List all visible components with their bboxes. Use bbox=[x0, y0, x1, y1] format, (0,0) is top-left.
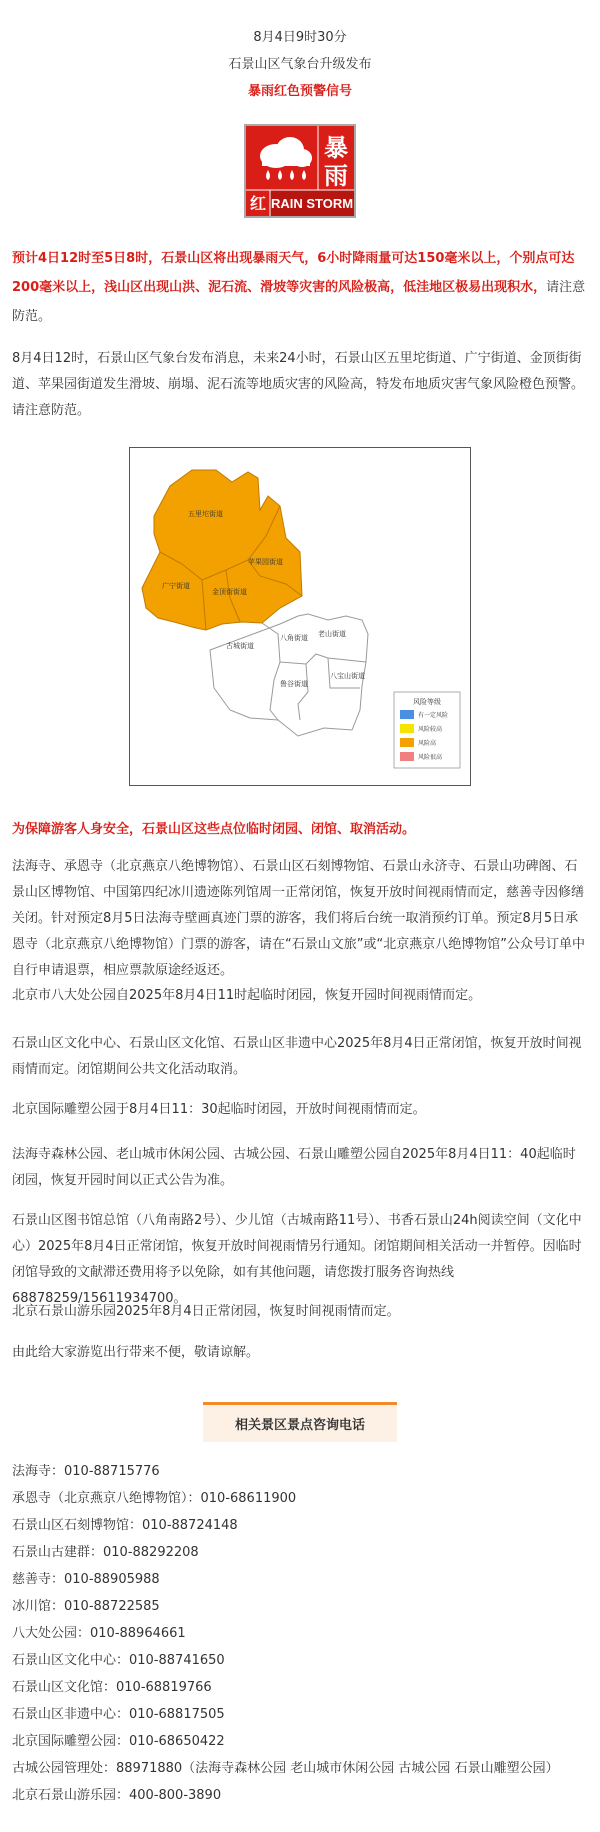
contacts-banner bbox=[203, 1402, 397, 1442]
alert-red-text: 预计4日12时至5日8时，石景山区将出现暴雨天气，6小时降雨量可达150毫米以上，个别点可达200毫米以上，浅山区出现山洪、泥石流、滑坡等灾害的风险极高，低洼地区极易出现积水， bbox=[12, 251, 575, 295]
risk-map bbox=[129, 447, 471, 786]
signal-title: 暴雨红色预警信号 bbox=[247, 84, 352, 99]
geo-notice: 8月4日12时，石景山区气象台发布消息，未来24小时，石景山区五里坨街道、广宁街道、金顶街街道、苹果园街道发生滑坡、崩塌、泥石流等地质灾害的风险高，特发布地质灾害气象风险橙色预警。请注意防范。 bbox=[12, 351, 585, 418]
contact-culture-center: 石景山区文化中心：010-88741650 bbox=[12, 1653, 225, 1668]
alert-paragraph bbox=[12, 244, 588, 331]
icon-label-en: RAIN STORM bbox=[270, 196, 354, 211]
legend-item-2: 风险高 bbox=[418, 740, 437, 747]
legend-swatch-orange bbox=[400, 738, 414, 747]
contact-culture-hall: 石景山区文化馆：010-68819766 bbox=[12, 1680, 212, 1695]
legend-item-0: 有一定风险 bbox=[418, 712, 449, 719]
contact-badachu: 八大处公园：010-88964661 bbox=[12, 1626, 186, 1641]
contacts-title: 相关景区景点咨询电话 bbox=[234, 1418, 365, 1433]
label-babaoshan: 八宝山街道 bbox=[330, 672, 365, 680]
label-pingguo: 苹果园街道 bbox=[248, 558, 283, 566]
contact-amusement-park: 北京石景山游乐园：400-800-3890 bbox=[12, 1788, 222, 1803]
notice-apology: 由此给大家游览出行带来不便，敬请谅解。 bbox=[12, 1345, 260, 1360]
legend-swatch-red bbox=[400, 752, 414, 761]
label-laoshan: 老山街道 bbox=[318, 630, 346, 638]
map-legend bbox=[394, 692, 460, 768]
contact-ancient-buildings: 石景山古建群：010-88292208 bbox=[12, 1545, 199, 1560]
alert-tail: 请注意防范。 bbox=[12, 280, 586, 324]
legend-item-1: 风险较高 bbox=[418, 726, 443, 733]
closure-title: 为保障游客人身安全，石景山区这些点位临时闭园、闭馆、取消活动。 bbox=[12, 822, 416, 837]
district-map bbox=[130, 448, 470, 785]
rainstorm-red-warning-icon bbox=[244, 124, 356, 218]
label-bajiao: 八角街道 bbox=[280, 634, 308, 642]
icon-char-hong: 红 bbox=[249, 194, 267, 213]
warning-icon-graphic bbox=[246, 126, 354, 216]
legend-item-3: 风险很高 bbox=[418, 754, 443, 761]
label-jinding: 金顶街街道 bbox=[212, 588, 247, 596]
notice-temples: 法海寺、承恩寺（北京燕京八绝博物馆）、石景山区石刻博物馆、石景山永济寺、石景山功碑阁、石景山区博物馆、中国第四纪冰川遗迹陈列馆周一正常闭馆，恢复开放时间视雨情而定，慈善寺因修缮关闭。针对预定8月5日法海寺壁画真迹门票的游客，我们将后台统一取消预约订单。预定8月5日承恩寺（北京燕京八绝博物馆）门票的游客，请在“石景山文旅”或“北京燕京八绝博物馆”公众号订单中自行申请退票，相应票款原途经返还。 bbox=[12, 859, 585, 978]
label-lugu: 鲁谷街道 bbox=[280, 680, 308, 688]
notice-badachu: 北京市八大处公园自2025年8月4日11时起临时闭园，恢复开园时间视雨情而定。 bbox=[12, 988, 482, 1003]
contact-heritage-center: 石景山区非遗中心：010-68817505 bbox=[12, 1707, 225, 1722]
legend-title: 风险等级 bbox=[413, 698, 441, 706]
legend-swatch-yellow bbox=[400, 724, 414, 733]
notice-parks: 法海寺森林公园、老山城市休闲公园、古城公园、石景山雕塑公园自2025年8月4日11：40起临时闭园，恢复开园时间以正式公告为准。 bbox=[12, 1147, 576, 1188]
contact-sculpture-park: 北京国际雕塑公园：010-68650422 bbox=[12, 1734, 225, 1749]
notice-library: 石景山区图书馆总馆（八角南路2号）、少儿馆（古城南路11号）、书香石景山24h阅读空间（文化中心）2025年8月4日正常闭馆，恢复开放时间视雨情另行通知。闭馆期间相关活动一并暂停。因临时闭馆导致的文献滞还费用将予以免除，如有其他问题，请您拨打服务咨询热线68878259/15611934700。 bbox=[12, 1213, 582, 1306]
contact-glacier: 冰川馆：010-88722585 bbox=[12, 1599, 160, 1614]
notice-culture-center: 石景山区文化中心、石景山区文化馆、石景山区非遗中心2025年8月4日正常闭馆，恢复开放时间视雨情而定。闭馆期间公共文化活动取消。 bbox=[12, 1036, 582, 1077]
contact-stone-museum: 石景山区石刻博物馆：010-88724148 bbox=[12, 1518, 238, 1533]
contact-cishan: 慈善寺：010-88905988 bbox=[12, 1572, 160, 1587]
notice-sculpture-park: 北京国际雕塑公园于8月4日11：30起临时闭园，开放时间视雨情而定。 bbox=[12, 1102, 426, 1117]
issue-time: 8月4日9时30分 bbox=[253, 30, 347, 45]
icon-char-bao: 暴 bbox=[324, 134, 348, 162]
label-guangning: 广宁街道 bbox=[162, 582, 190, 590]
contact-chengen: 承恩寺（北京燕京八绝博物馆）：010-68611900 bbox=[12, 1491, 297, 1506]
notice-amusement-park: 北京石景山游乐园2025年8月4日正常闭园，恢复时间视雨情而定。 bbox=[12, 1304, 400, 1319]
label-wuli: 五里坨街道 bbox=[188, 510, 223, 518]
label-gucheng: 古城街道 bbox=[226, 642, 254, 650]
contact-gucheng-park: 古城公园管理处：88971880（法海寺森林公园 老山城市休闲公园 古城公园 石景山雕塑公园） bbox=[12, 1761, 559, 1776]
contact-fahai: 法海寺：010-88715776 bbox=[12, 1464, 160, 1479]
legend-swatch-blue bbox=[400, 710, 414, 719]
icon-char-yu: 雨 bbox=[324, 162, 348, 190]
issuer-line: 石景山区气象台升级发布 bbox=[228, 57, 372, 72]
